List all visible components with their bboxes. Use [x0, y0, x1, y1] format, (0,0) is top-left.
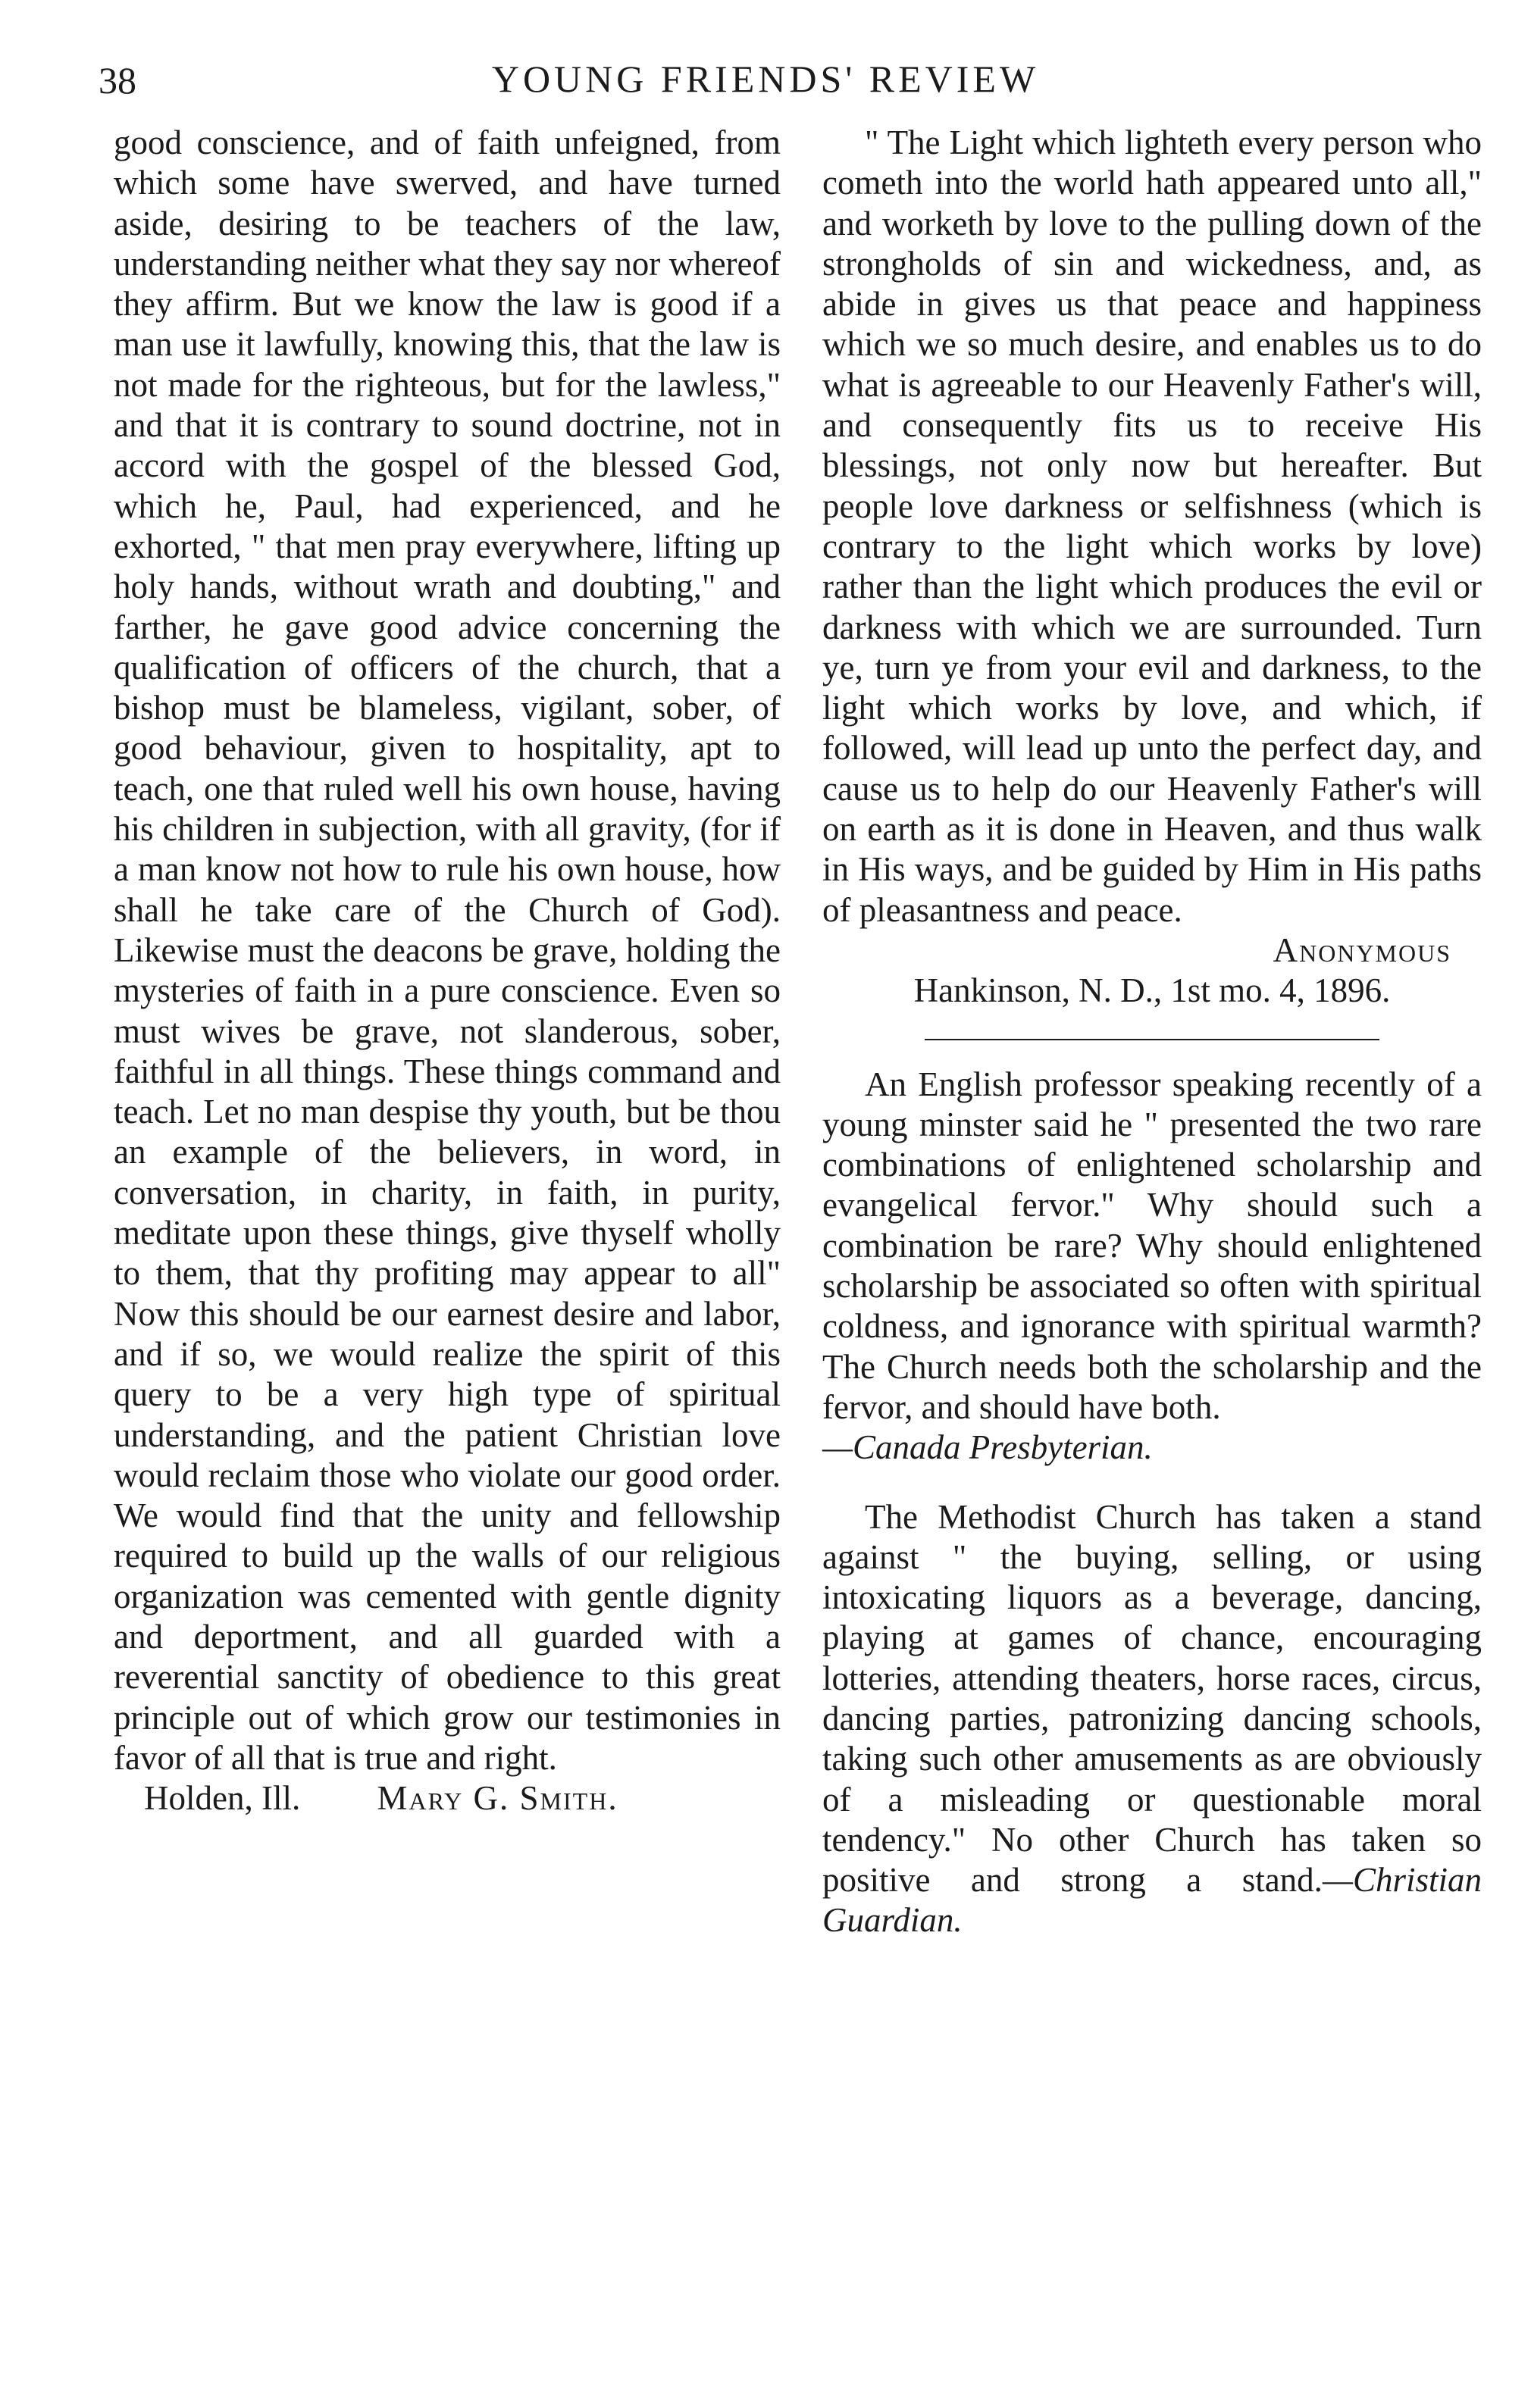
professor-item-text: An English professor speaking recently of a young minster said he " presented the two rare combinations of enlightened scholarship and evangelical fervor." Why should such a combination be rare? Why should enlightened scholarship be associated so often with spiritual coldness, and ignorance with spiritual warmth? The Church needs both the scholarship and the fervor, and should have both. — [822, 1065, 1482, 1426]
signature-name: Mary G. Smith. — [377, 1779, 618, 1818]
methodist-item-source: —Christian Guardian. — [822, 1861, 1482, 1940]
quote-author: Anonymous — [1273, 930, 1451, 969]
signature-place: Holden, Ill. — [144, 1779, 301, 1818]
running-head: YOUNG FRIENDS' REVIEW — [491, 58, 1040, 100]
right-column — [822, 123, 1482, 1941]
section-divider — [925, 1039, 1379, 1040]
signature-line — [114, 1778, 781, 1819]
page-number: 38 — [99, 59, 136, 102]
professor-item — [822, 1065, 1482, 1468]
left-column-body: good conscience, and of faith unfeigned, from which some have swerved, and have turned aside, desiring to be teachers of the law, understanding neither what they say nor whereof they affirm. But we know the law is good if a man use it lawfully, knowing this, that the law is not made for the righteous, but for the lawless," and that it is contrary to sound doctrine, not in accord with the gospel of the blessed God, which he, Paul, had experienced, and he exhorted, " that men pray everywhere, lifting up holy hands, without wrath and doubting," and farther, he gave good advice concerning the qualification of officers of the church, that a bishop must be blameless, vigilant, sober, of good behaviour, given to hospitality, apt to teach, one that ruled well his own house, having his children in subjection, with all gravity, (for if a man know not how to rule his own house, how shall he take care of the Church of God). Likewise must the deacons be grave, holding the mysteries of faith in a pure conscience. Even so must wives be grave, not slanderous, sober, faithful in all things. These things command and teach. Let no man despise thy youth, but be thou an example of the believers, in word, in conversation, in charity, in faith, in purity, meditate upon these things, give thyself wholly to them, that thy profiting may appear to all" Now this should be our earnest desire and labor, and if so, we would realize the spirit of this query to be a very high type of spiritual understanding, and the patient Christian love would reclaim those who violate our good order. We would find that the unity and fellowship required to build up the walls of our religious organization was cemented with gentle dignity and deportment, and all guarded with a reverential sanctity of obedience to this great principle out of which grow our testimonies in favor of all that is true and right. — [114, 124, 781, 1777]
methodist-item-text: The Methodist Church has taken a stand against " the buying, selling, or using intoxicating liquors as a beverage, dancing, playing at games of chance, encouraging lotteries, attending theaters, horse races, circus, dancing parties, patronizing dancing schools, taking such other amusements as are obviously of a misleading or questionable moral tendency." No other Church has taken so positive and strong a stand. — [822, 1497, 1482, 1900]
quote-place-date: Hankinson, N. D., 1st mo. 4, 1896. — [913, 971, 1391, 1010]
left-column — [114, 123, 781, 1819]
professor-item-source: —Canada Presbyterian. — [822, 1428, 1153, 1467]
light-quote-paragraph: " The Light which lighteth every person who cometh into the world hath appeared unto all," and worketh by love to the pulling down of the strongholds of sin and wickedness, and, as abide in gives us that peace and happiness which we so much desire, and enables us to do what is agreeable to our Heavenly Father's will, and consequently fits us to receive His blessings, not only now but hereafter. But people love darkness or selfishness (which is contrary to the light which works by love) rather than the light which produces the evil or darkness with which we are surrounded. Turn ye, turn ye from your evil and darkness, to the light which works by love, and which, if followed, will lead up unto the perfect day, and cause us to help do our Heavenly Father's will on earth as it is done in Heaven, and thus walk in His ways, and be guided by Him in His paths of pleasantness and peace. — [822, 124, 1482, 929]
paragraph-gap — [822, 1468, 1482, 1497]
methodist-item — [822, 1497, 1482, 1941]
